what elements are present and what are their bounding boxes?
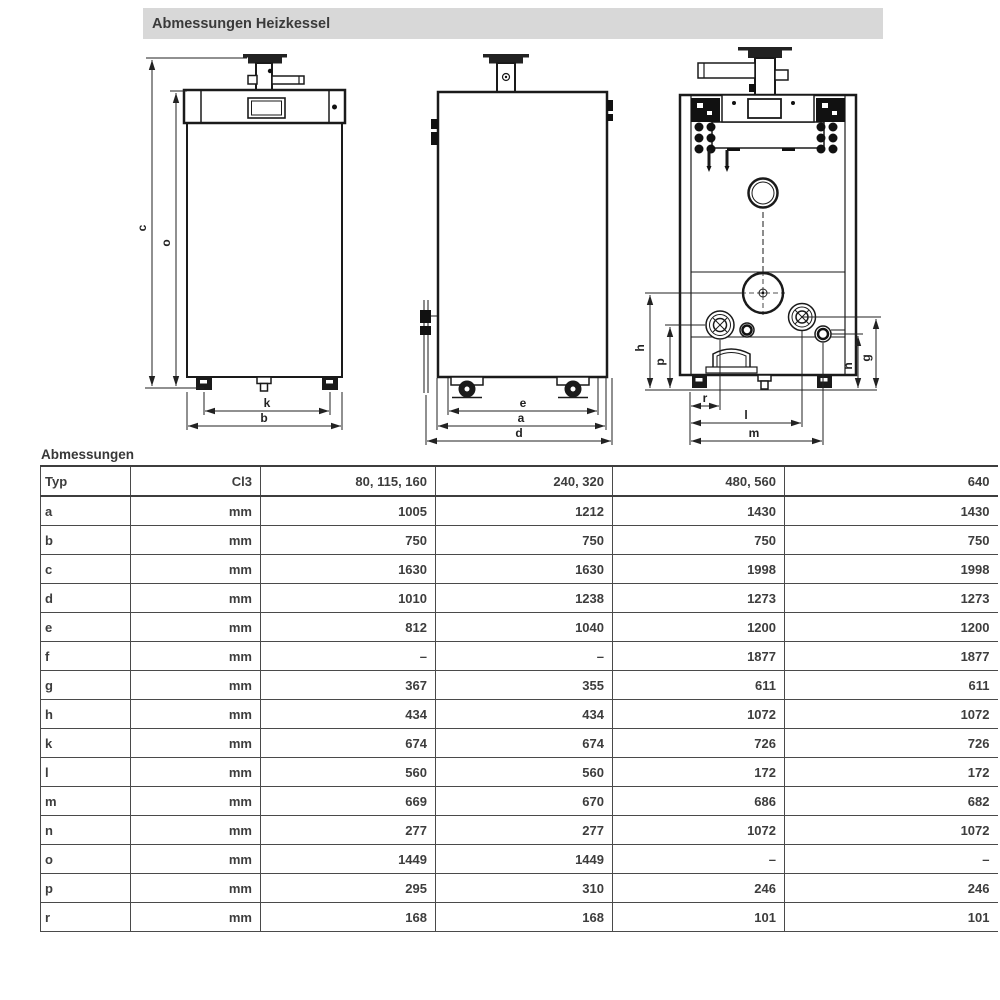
value-cell: 355 (436, 671, 613, 700)
value-cell: 1998 (785, 555, 998, 584)
unit-cell: mm (131, 642, 261, 671)
value-cell: 669 (261, 787, 436, 816)
value-cell: – (613, 845, 785, 874)
unit-cell: mm (131, 903, 261, 932)
value-cell: 168 (436, 903, 613, 932)
unit-cell: mm (131, 613, 261, 642)
table-row (41, 787, 998, 816)
value-cell: 1040 (436, 613, 613, 642)
value-cell: 310 (436, 874, 613, 903)
value-cell: 168 (261, 903, 436, 932)
rear-feet (692, 375, 832, 389)
value-cell: 1877 (785, 642, 998, 671)
table-row (41, 613, 998, 642)
dim-label-h: h (633, 344, 647, 352)
table-header-row (41, 466, 998, 496)
table-row (41, 584, 998, 613)
value-cell: 726 (613, 729, 785, 758)
dim-label-c: c (135, 224, 149, 232)
dimension-letter-cell: f (41, 642, 131, 671)
value-cell: 367 (261, 671, 436, 700)
unit-cell: mm (131, 671, 261, 700)
dimension-letter-cell: d (41, 584, 131, 613)
table-row (41, 903, 998, 932)
table-row (41, 845, 998, 874)
table-row (41, 671, 998, 700)
value-cell: 686 (613, 787, 785, 816)
side-rollers (451, 377, 589, 398)
header-models-80-115-160: 80, 115, 160 (261, 466, 436, 496)
header-models-240-320: 240, 320 (436, 466, 613, 496)
value-cell: 1238 (436, 584, 613, 613)
dim-label-n: n (841, 362, 855, 370)
side-mounting-rail (420, 300, 438, 393)
value-cell: 1430 (785, 496, 998, 526)
unit-cell: mm (131, 758, 261, 787)
value-cell: 101 (613, 903, 785, 932)
rear-view (633, 47, 881, 445)
table-row (41, 874, 998, 903)
unit-cell: mm (131, 816, 261, 845)
value-cell: 246 (785, 874, 998, 903)
front-feet (196, 377, 338, 391)
table-row (41, 496, 998, 526)
table-row (41, 526, 998, 555)
dimension-letter-cell: p (41, 874, 131, 903)
value-cell: 434 (261, 700, 436, 729)
value-cell: 1212 (436, 496, 613, 526)
value-cell: – (436, 642, 613, 671)
unit-cell: mm (131, 729, 261, 758)
dimension-letter-cell: c (41, 555, 131, 584)
value-cell: 750 (261, 526, 436, 555)
value-cell: 1430 (613, 496, 785, 526)
dimension-letter-cell: b (41, 526, 131, 555)
front-flue-pipe (243, 54, 304, 91)
value-cell: 1449 (261, 845, 436, 874)
dim-label-k: k (263, 396, 271, 410)
rear-control-panel (712, 95, 824, 151)
table-row (41, 642, 998, 671)
front-view (135, 54, 345, 430)
value-cell: 1877 (613, 642, 785, 671)
dim-label-b: b (260, 411, 268, 425)
table-row (41, 758, 998, 787)
value-cell: – (261, 642, 436, 671)
side-flue-pipe (483, 54, 529, 92)
table-row (41, 555, 998, 584)
dimension-letter-cell: n (41, 816, 131, 845)
dimension-letter-cell: r (41, 903, 131, 932)
value-cell: 1998 (613, 555, 785, 584)
value-cell: 246 (613, 874, 785, 903)
table-row (41, 816, 998, 845)
rear-connection-small (740, 323, 754, 337)
boiler-drawings (0, 0, 1000, 460)
dimensions-table-body (41, 496, 998, 932)
value-cell: 674 (261, 729, 436, 758)
dim-label-o: o (159, 239, 173, 247)
value-cell: 1630 (436, 555, 613, 584)
unit-cell: mm (131, 496, 261, 526)
value-cell: 277 (261, 816, 436, 845)
value-cell: 750 (785, 526, 998, 555)
value-cell: 611 (613, 671, 785, 700)
value-cell: 670 (436, 787, 613, 816)
value-cell: 1449 (436, 845, 613, 874)
value-cell: 1010 (261, 584, 436, 613)
value-cell: 560 (436, 758, 613, 787)
value-cell: 1072 (613, 816, 785, 845)
section-title: Abmessungen Heizkessel (152, 16, 331, 32)
value-cell: 1072 (785, 816, 998, 845)
table-row (41, 729, 998, 758)
dimensions-section (40, 447, 997, 932)
dimension-letter-cell: l (41, 758, 131, 787)
dimension-letter-cell: a (41, 496, 131, 526)
value-cell: 1005 (261, 496, 436, 526)
header-typ: Typ (41, 466, 131, 496)
value-cell: 1072 (785, 700, 998, 729)
dimension-letter-cell: h (41, 700, 131, 729)
header-model-640: 640 (785, 466, 998, 496)
dim-label-g: g (859, 354, 873, 362)
unit-cell: mm (131, 555, 261, 584)
front-panel-knob (332, 105, 337, 110)
value-cell: 726 (785, 729, 998, 758)
front-control-panel (184, 90, 345, 123)
value-cell: 277 (436, 816, 613, 845)
table-row (41, 700, 998, 729)
value-cell: 750 (613, 526, 785, 555)
unit-cell: mm (131, 584, 261, 613)
value-cell: 172 (613, 758, 785, 787)
value-cell: 295 (261, 874, 436, 903)
dimension-letter-cell: o (41, 845, 131, 874)
value-cell: 611 (785, 671, 998, 700)
unit-cell: mm (131, 787, 261, 816)
side-view (420, 54, 613, 445)
dim-label-m: m (748, 426, 760, 440)
table-caption: Abmessungen (41, 447, 135, 462)
dim-label-l: l (744, 408, 748, 422)
value-cell: – (785, 845, 998, 874)
value-cell: 1200 (785, 613, 998, 642)
value-cell: 682 (785, 787, 998, 816)
unit-cell: mm (131, 874, 261, 903)
value-cell: 1273 (613, 584, 785, 613)
dimension-letter-cell: e (41, 613, 131, 642)
dim-label-a: a (517, 411, 525, 425)
value-cell: 1630 (261, 555, 436, 584)
value-cell: 172 (785, 758, 998, 787)
dimension-letter-cell: m (41, 787, 131, 816)
header-models-480-560: 480, 560 (613, 466, 785, 496)
value-cell: 101 (785, 903, 998, 932)
dimension-letter-cell: k (41, 729, 131, 758)
front-body (187, 122, 342, 377)
value-cell: 1273 (785, 584, 998, 613)
header-model-cl3: Cl3 (131, 466, 261, 496)
value-cell: 560 (261, 758, 436, 787)
dim-label-r: r (702, 391, 708, 405)
unit-cell: mm (131, 845, 261, 874)
side-body (438, 92, 607, 377)
rear-flue-pipe (698, 47, 792, 95)
dim-label-d: d (515, 426, 523, 440)
unit-cell: mm (131, 700, 261, 729)
value-cell: 674 (436, 729, 613, 758)
value-cell: 1200 (613, 613, 785, 642)
dim-label-e: e (519, 396, 527, 410)
rear-inspection-port (749, 179, 778, 208)
value-cell: 434 (436, 700, 613, 729)
dim-label-p: p (653, 358, 667, 366)
dimension-letter-cell: g (41, 671, 131, 700)
rear-connection-left (706, 311, 734, 339)
dimensions-table (40, 465, 998, 932)
value-cell: 812 (261, 613, 436, 642)
value-cell: 750 (436, 526, 613, 555)
value-cell: 1072 (613, 700, 785, 729)
unit-cell: mm (131, 526, 261, 555)
